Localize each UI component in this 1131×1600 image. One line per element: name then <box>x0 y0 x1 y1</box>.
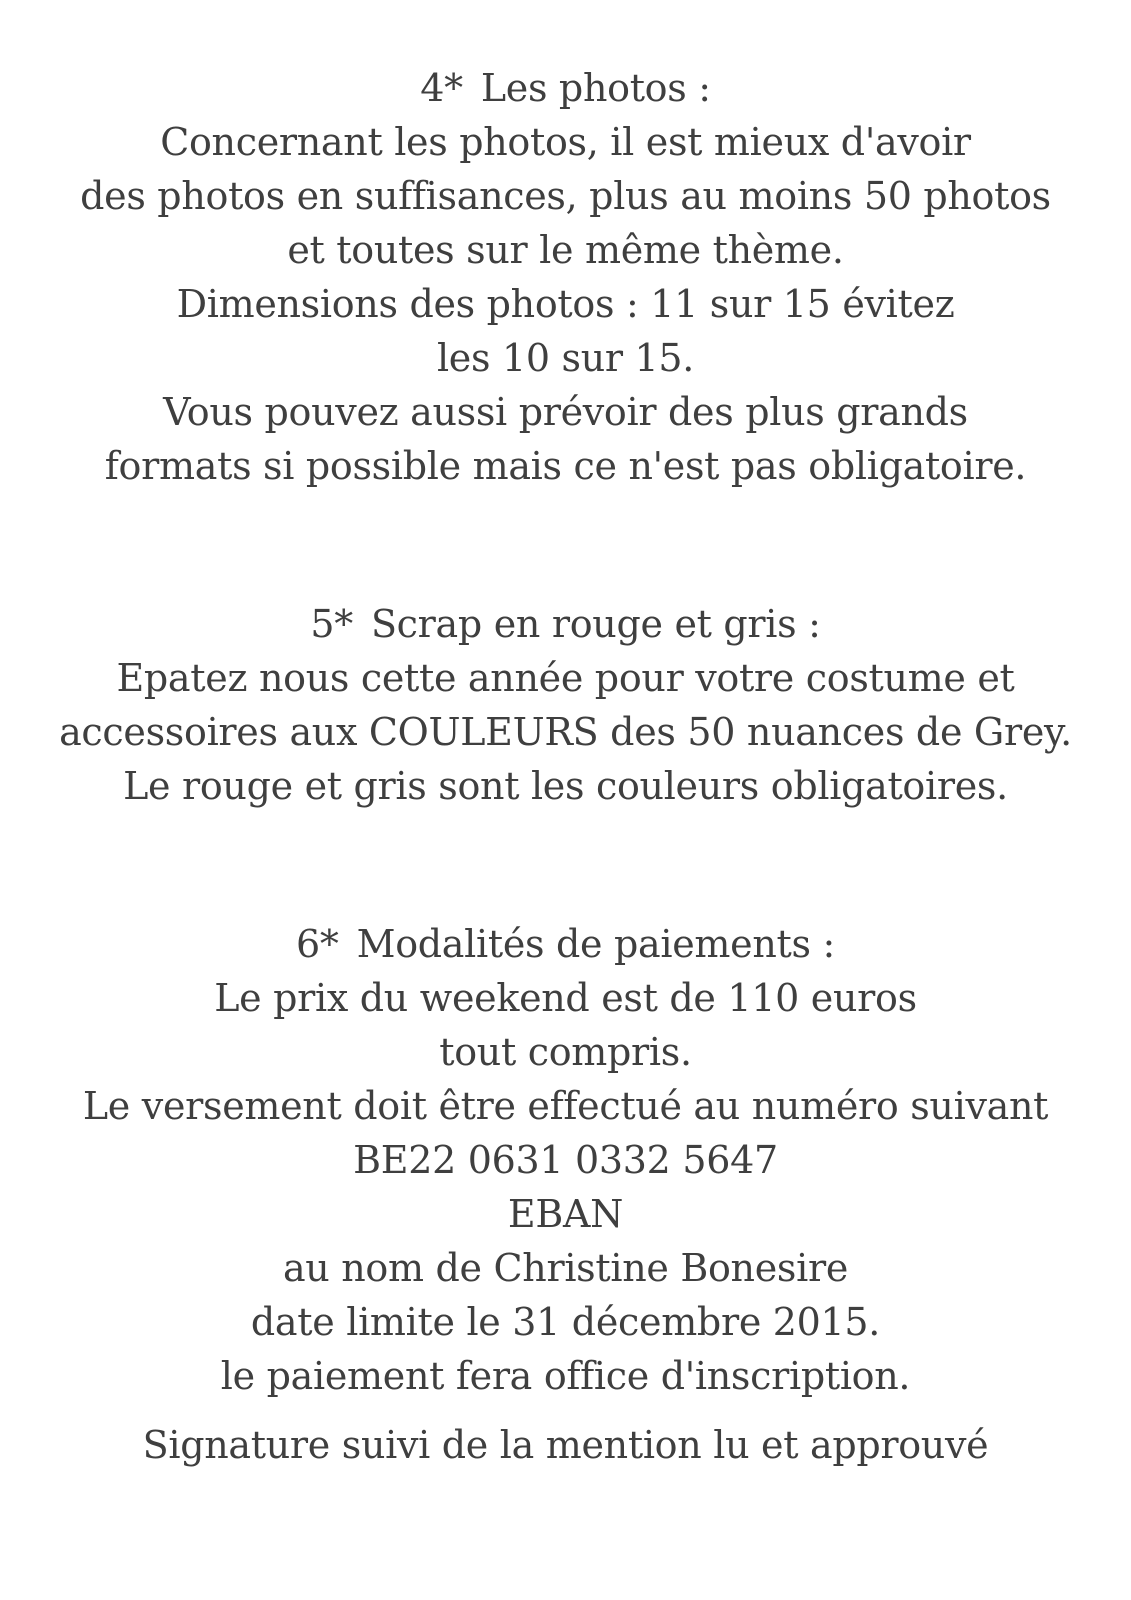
section-heading: Les photos : <box>480 66 711 110</box>
section-title <box>0 917 1131 971</box>
signature-line: Signature suivi de la mention lu et approuvé <box>142 1423 989 1467</box>
signature-section <box>0 1418 1131 1472</box>
text-line: Le versement doit être effectué au numéro suivant <box>82 1084 1049 1128</box>
text-line: au nom de Christine Bonesire <box>282 1246 849 1290</box>
text-line: tout compris. <box>439 1030 692 1074</box>
section-title <box>0 597 1131 651</box>
section-heading: Modalités de paiements : <box>356 922 835 966</box>
text-line: des photos en suffisances, plus au moins 50 photos <box>80 174 1051 218</box>
text-line: formats si possible mais ce n'est pas obligatoire. <box>104 444 1027 488</box>
text-line: EBAN <box>507 1192 624 1236</box>
section-payments <box>0 917 1131 1403</box>
text-line: Le prix du weekend est de 110 euros <box>214 976 917 1020</box>
text-line: Epatez nous cette année pour votre costume et <box>116 656 1015 700</box>
section-number: 4* <box>420 66 463 110</box>
text-line: accessoires aux COULEURS des 50 nuances de Grey. <box>59 710 1072 754</box>
text-line: Le rouge et gris sont les couleurs obligatoires. <box>123 764 1008 808</box>
section-photos <box>0 61 1131 493</box>
text-line: les 10 sur 15. <box>436 336 695 380</box>
bank-account-number: BE22 0631 0332 5647 <box>353 1138 778 1182</box>
text-line: Vous pouvez aussi prévoir des plus grands <box>163 390 968 434</box>
text-line: date limite le 31 décembre 2015. <box>250 1300 881 1344</box>
text-line: Concernant les photos, il est mieux d'avoir <box>160 120 971 164</box>
text-line: Dimensions des photos : 11 sur 15 évitez <box>176 282 955 326</box>
section-scrap <box>0 597 1131 813</box>
section-number: 6* <box>296 922 339 966</box>
section-title <box>0 61 1131 115</box>
section-heading: Scrap en rouge et gris : <box>370 602 821 646</box>
text-line: le paiement fera office d'inscription. <box>220 1354 911 1398</box>
text-line: et toutes sur le même thème. <box>287 228 844 272</box>
section-number: 5* <box>310 602 353 646</box>
